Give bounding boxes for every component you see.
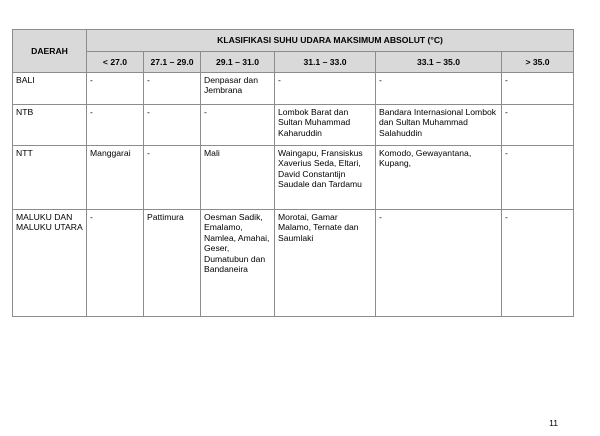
header-range: 33.1 – 35.0 — [376, 52, 502, 73]
header-classification-title: KLASIFIKASI SUHU UDARA MAKSIMUM ABSOLUT (°C) — [87, 30, 574, 52]
station-cell: Waingapu, Fransiskus Xaverius Seda, Eltari, David Constantijn Saudale dan Tardamu — [275, 146, 376, 210]
temperature-classification-table — [12, 29, 574, 317]
header-range: 27.1 – 29.0 — [144, 52, 201, 73]
table-row — [13, 146, 574, 210]
station-cell: Manggarai — [87, 146, 144, 210]
station-cell: - — [502, 73, 574, 105]
station-cell: - — [87, 210, 144, 317]
page-number: 11 — [549, 418, 558, 428]
region-cell: BALI — [13, 73, 87, 105]
station-cell: - — [376, 210, 502, 317]
table-row — [13, 73, 574, 105]
station-cell: - — [502, 210, 574, 317]
table-row — [13, 105, 574, 146]
header-range: 31.1 – 33.0 — [275, 52, 376, 73]
station-cell: Mali — [201, 146, 275, 210]
station-cell: - — [87, 105, 144, 146]
header-daerah: DAERAH — [13, 30, 87, 73]
header-range: < 27.0 — [87, 52, 144, 73]
station-cell: - — [376, 73, 502, 105]
station-cell: Komodo, Gewayantana, Kupang, — [376, 146, 502, 210]
station-cell: - — [87, 73, 144, 105]
header-range: > 35.0 — [502, 52, 574, 73]
region-cell: NTT — [13, 146, 87, 210]
region-cell: NTB — [13, 105, 87, 146]
station-cell: - — [201, 105, 275, 146]
table-row — [13, 210, 574, 317]
station-cell: Pattimura — [144, 210, 201, 317]
station-cell: - — [502, 146, 574, 210]
station-cell: - — [144, 73, 201, 105]
region-cell: MALUKU DAN MALUKU UTARA — [13, 210, 87, 317]
station-cell: Bandara Internasional Lombok dan Sultan Muhammad Salahuddin — [376, 105, 502, 146]
station-cell: - — [144, 146, 201, 210]
station-cell: - — [502, 105, 574, 146]
station-cell: Lombok Barat dan Sultan Muhammad Kaharuddin — [275, 105, 376, 146]
station-cell: Denpasar dan Jembrana — [201, 73, 275, 105]
station-cell: Oesman Sadik, Emalamo, Namlea, Amahai, Geser, Dumatubun dan Bandaneira — [201, 210, 275, 317]
station-cell: - — [275, 73, 376, 105]
station-cell: - — [144, 105, 201, 146]
station-cell: Morotai, Gamar Malamo, Ternate dan Saumlaki — [275, 210, 376, 317]
header-range: 29.1 – 31.0 — [201, 52, 275, 73]
